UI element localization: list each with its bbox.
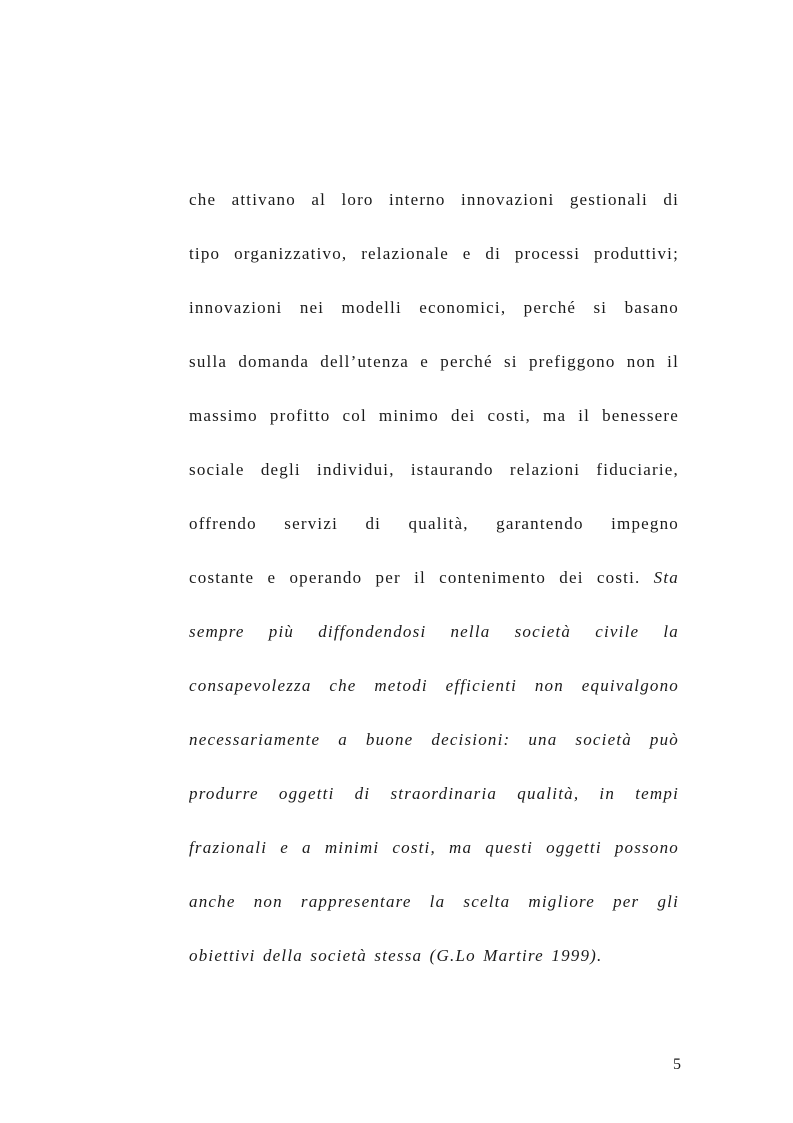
italic-text-segment: obiettivi della società stessa (G.Lo Martire 1999). — [189, 946, 603, 965]
text-line — [189, 938, 679, 992]
text-segment: offrendo servizi di qualità, garantendo impegno — [189, 514, 679, 533]
text-line — [189, 344, 679, 398]
page-number: 5 — [673, 1056, 681, 1073]
text-line — [189, 398, 679, 452]
text-segment: innovazioni nei modelli economici, perché si basano — [189, 298, 679, 317]
text-line — [189, 776, 679, 830]
text-line — [189, 614, 679, 668]
italic-text-segment: necessariamente a buone decisioni: una società può — [189, 730, 679, 749]
text-line — [189, 830, 679, 884]
text-line — [189, 236, 679, 290]
text-segment: massimo profitto col minimo dei costi, ma il benessere — [189, 406, 679, 425]
text-line — [189, 452, 679, 506]
text-line — [189, 560, 679, 614]
text-segment: sulla domanda dell’utenza e perché si prefiggono non il — [189, 352, 679, 371]
italic-text-segment: anche non rappresentare la scelta migliore per gli — [189, 892, 679, 911]
text-line — [189, 506, 679, 560]
text-line — [189, 884, 679, 938]
italic-text-segment: produrre oggetti di straordinaria qualità, in tempi — [189, 784, 679, 803]
text-segment: costante e operando per il contenimento dei costi. — [189, 568, 654, 587]
body-paragraph — [189, 182, 679, 992]
text-segment: sociale degli individui, istaurando relazioni fiduciarie, — [189, 460, 679, 479]
text-line — [189, 722, 679, 776]
italic-text-segment: sempre più diffondendosi nella società civile la — [189, 622, 679, 641]
text-segment: che attivano al loro interno innovazioni gestionali di — [189, 190, 679, 209]
italic-text-segment: frazionali e a minimi costi, ma questi oggetti possono — [189, 838, 679, 857]
text-line — [189, 182, 679, 236]
text-segment: tipo organizzativo, relazionale e di processi produttivi; — [189, 244, 679, 263]
text-line — [189, 290, 679, 344]
text-line — [189, 668, 679, 722]
italic-text-segment: consapevolezza che metodi efficienti non equivalgono — [189, 676, 679, 695]
italic-text-segment: Sta — [653, 568, 679, 587]
